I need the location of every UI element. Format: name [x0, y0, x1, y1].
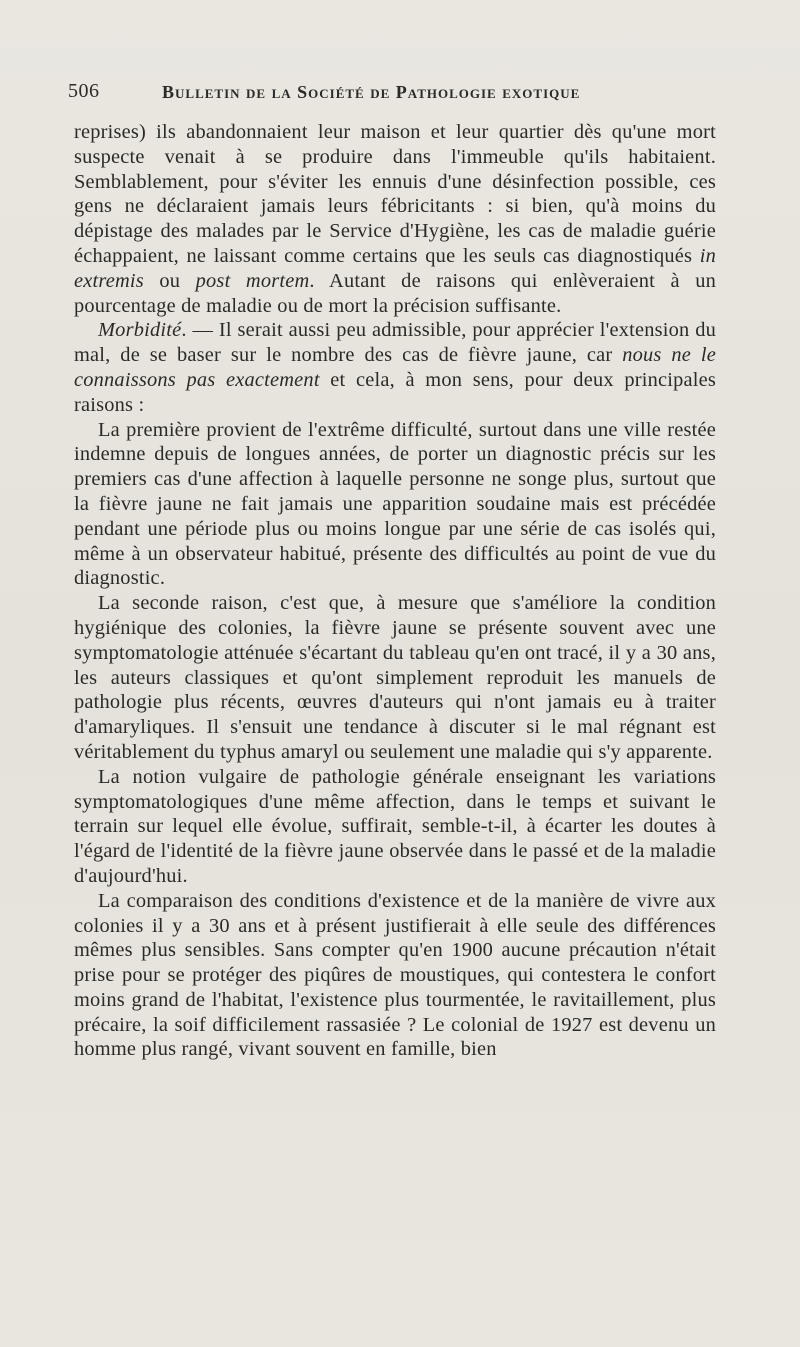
- running-title: Bulletin de la Société de Pathologie exotique: [162, 82, 581, 102]
- text-run: La première provient de l'extrême difficulté, surtout dans une ville restée indemne depuis de longues années, de porter un diagnostic précis sur les premiers cas d'une affection à laquelle personne ne songe plus, surtout que la fièvre jaune ne fait jamais une apparition soudaine mais est précédée pendant une période plus ou moins longue par une série de cas isolés qui, même à un observateur habitué, présente des difficultés au point de vue du diagnostic.: [74, 418, 716, 590]
- paragraph-general-pathology: [74, 765, 716, 889]
- text-run: La seconde raison, c'est que, à mesure que s'améliore la condition hygiénique des colonies, la fièvre jaune se présente souvent avec une symptomatologie atténuée s'écartant du tableau qu'en ont tracé, il y a 30 ans, les auteurs classiques et qu'ont simplement reproduit les manuels de pathologie plus récents, œuvres d'auteurs qui n'ont jamais eu à traiter d'amaryliques. Il s'ensuit une tendance à discuter si le mal régnant est véritablement du typhus amaryl ou seulement une maladie qui s'y apparente.: [74, 592, 716, 763]
- page-header: [68, 80, 728, 108]
- paragraph-first-reason: [74, 418, 716, 592]
- body-text: [74, 120, 716, 1062]
- italic-text-run: in extremis: [74, 244, 716, 292]
- paragraph-second-reason: [74, 591, 716, 765]
- paragraph-continuation: [74, 120, 716, 318]
- text-run: . Autant de raisons qui enlèveraient à un pourcentage de maladie ou de mort la précision suffisante.: [74, 269, 716, 317]
- text-run: et cela, à mon sens, pour deux principales raisons :: [74, 368, 716, 416]
- italic-text-run: nous ne le connaissons pas exactement: [74, 344, 716, 391]
- paragraph-morbidite: [74, 318, 716, 417]
- italic-text-run: post mortem: [195, 269, 310, 292]
- text-run: ou: [143, 269, 196, 292]
- italic-text-run: Morbidité: [98, 319, 182, 342]
- text-run: La comparaison des conditions d'existence et de la manière de vivre aux colonies il y a 30 ans et à présent justifierait à elle seule des différences mêmes plus sensibles. Sans compter qu'en 1900 aucune précaution n'était prise pour se protéger des piqûres de moustiques, qui contestera le confort moins grand de l'habitat, l'existence plus tourmentée, le ravitaillement, plus précaire, la soif difficilement rassasiée ? Le colonial de 1927 est devenu un homme plus rangé, vivant souvent en famille, bien: [74, 889, 716, 1061]
- text-run: reprises) ils abandonnaient leur maison et leur quartier dès qu'une mort suspecte venait à se produire dans l'immeuble qu'ils habitaient. Semblablement, pour s'éviter les ennuis d'une désinfection possible, ces gens ne déclaraient jamais leurs fébricitants : si bien, qu'à moins du dépistage des malades par le Service d'Hygiène, les cas de maladie guérie échappaient, ne laissant comme certains que les seuls cas diagnostiqués: [74, 121, 716, 267]
- text-run: La notion vulgaire de pathologie générale enseignant les variations symptomatologiques d'une même affection, dans le temps et suivant le terrain sur lequel elle évolue, suffirait, semble-t-il, à écarter les doutes à l'égard de l'identité de la fièvre jaune observée dans le passé et de la maladie d'aujourd'hui.: [74, 765, 716, 887]
- page-number: 506: [68, 80, 100, 102]
- text-run: . — Il serait aussi peu admissible, pour apprécier l'extension du mal, de se baser sur le nombre des cas de fièvre jaune, car: [74, 319, 716, 367]
- paragraph-comparison: [74, 889, 716, 1063]
